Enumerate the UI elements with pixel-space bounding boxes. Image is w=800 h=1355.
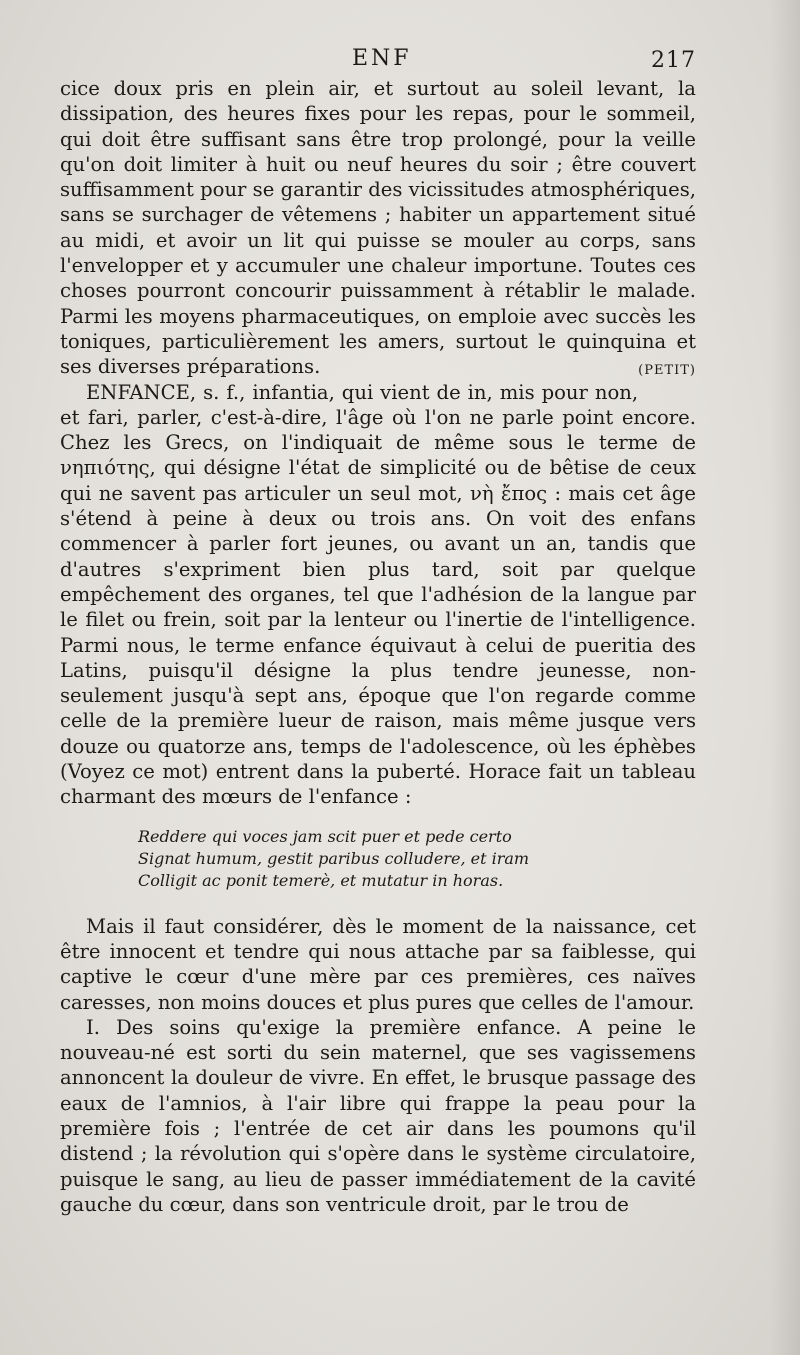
- quote-line: Reddere qui voces jam scit puer et pede certo: [138, 826, 512, 846]
- paragraph-3: Mais il faut considérer, dès le moment de la naissance, cet être innocent et tendre qui nous attache par sa faiblesse, qui captive le cœur d'une mère par ces premières, ces naïves caresses, non moins douces et plus pures que celles de l'amour.: [60, 914, 696, 1014]
- paragraph-1: [60, 76, 696, 380]
- page-edge-shadow: [770, 0, 800, 1355]
- paragraph-4: I. Des soins qu'exige la première enfance. A peine le nouveau-né est sorti du sein maternel, que ses vagissemens annoncent la douleur de vivre. En effet, le brusque passage des eaux de l'amnios, à l'air libre qui frappe la peau pour la première fois ; l'entrée de cet air dans les poumons qu'il distend ; la révolution qui s'opère dans le système circulatoire, puisque le sang, au lieu de passer immédiatement de la cavité gauche du cœur, dans son ventricule droit, par le trou de: [60, 1015, 696, 1216]
- page-header: [0, 46, 800, 76]
- quote-line: Colligit ac ponit temerè, et mutatur in horas.: [138, 870, 504, 890]
- author-signature: (PETIT): [638, 363, 696, 379]
- paragraph-enfance: ENFANCE, s. f., infantia, qui vient de in, mis pour non, et fari, parler, c'est-à-dire, l'âge où l'on ne parle point encore. Chez les Grecs, on l'indiquait de même sous le terme de νηπιότης, qui désigne l'état de simplicité ou de bêtise de ceux qui ne savent pas articuler un seul mot, νὴ ἔπος : mais cet âge s'étend à peine à deux ou trois ans. On voit des enfans commencer à parler fort jeunes, ou avant un an, tandis que d'autres s'expriment bien plus tard, soit par quelque empêchement des organes, tel que l'adhésion de la langue par le filet ou frein, soit par la lenteur ou l'inertie de l'intelligence. Parmi nous, le terme enfance équivaut à celui de pueritia des Latins, puisqu'il désigne la plus tendre jeunesse, non-seulement jusqu'à sept ans, époque que l'on regarde comme celle de la première lueur de raison, mais même jusque vers douze ou quatorze ans, temps de l'adolescence, où les éphèbes (Voyez ce mot) entrent dans la puberté. Horace fait un tableau charmant des mœurs de l'enfance :: [60, 380, 696, 809]
- page-number: 217: [651, 48, 696, 73]
- horace-quotation: [138, 826, 696, 892]
- running-head: ENF: [352, 46, 412, 71]
- quote-line: Signat humum, gestit paribus colludere, et iram: [138, 848, 530, 868]
- paragraph-1-text: cice doux pris en plein air, et surtout au soleil levant, la dissipation, des heures fixes pour les repas, pour le sommeil, qui doit être suffisant sans être trop prolongé, pour la veille qu'on doit limiter à huit ou neuf heures du soir ; être couvert suffisamment pour se garantir des vicissitudes atmosphériques, sans se surchager de vêtemens ; habiter un appartement situé au midi, et avoir un lit qui puisse se mouler au corps, sans l'envelopper et y accumuler une chaleur importune. Toutes ces choses pourront concourir puissamment à rétablir le malade. Parmi les moyens pharmaceutiques, on emploie avec succès les toniques, particulièrement les amers, surtout le quinquina et ses diverses préparations.: [60, 77, 696, 379]
- body-text: [60, 76, 696, 1217]
